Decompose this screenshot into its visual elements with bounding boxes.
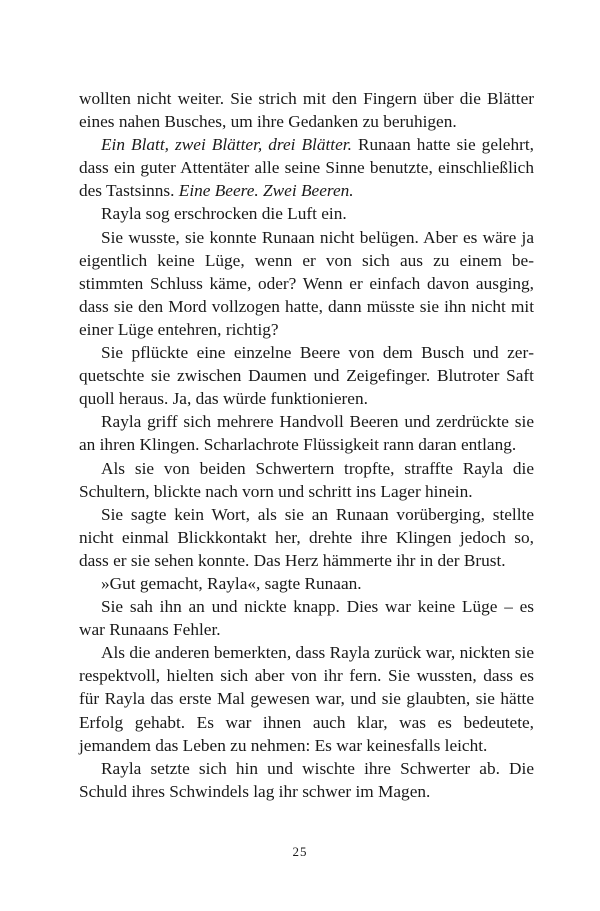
text-span: Sie pflückte eine einzelne Beere von dem Busch und zerquetschte sie zwischen Daumen und Zeigefinger. Blutroter Saft quoll heraus. Ja, das würde funktionieren. [79,343,534,409]
text-body [79,87,534,803]
text-span: »Gut gemacht, Rayla«, sagte Runaan. [101,573,362,593]
text-span: Runaan hatte sie gelehrt, dass ein guter Attentäter alle seine Sinne benutzte, einschließlich des Tastsinns. [79,135,534,201]
paragraph [79,757,534,803]
text-span: Rayla sog erschrocken die Luft ein. [101,204,347,224]
text-span: Rayla griff sich mehrere Handvoll Beeren und zerdrückte sie an ihren Klingen. Scharlachrote Flüssigkeit rann daran entlang. [79,412,534,455]
paragraph [79,87,534,133]
paragraph [79,341,534,410]
italic-text: Ein Blatt, zwei Blätter, drei Blätter. [101,135,352,155]
text-span: Sie sagte kein Wort, als sie an Runaan vorüberging, stellte nicht einmal Blickkontakt her, drehte ihre Klingen jedoch so, dass er sie sehen konnte. Das Herz hämmerte ihr in der Brust. [79,504,534,570]
italic-text: Eine Beere. Zwei Beeren. [178,181,354,201]
page-number: 25 [292,844,308,859]
paragraph [79,641,534,756]
paragraph [79,595,534,641]
text-span: wollten nicht weiter. Sie strich mit den Fingern über die Blätter eines nahen Busches, um ihre Gedanken zu beruhigen. [79,89,534,132]
paragraph [79,133,534,202]
text-span: Als die anderen bemerkten, dass Rayla zurück war, nickten sie respektvoll, hielten sich aber von ihr fern. Sie wussten, dass es für Rayla das erste Mal gewesen war, und sie glaubten, sie hätte Erfolg gehabt. Es war ihnen auch klar, was es bedeutete, jemandem das Leben zu nehmen: Es war keinesfalls leicht. [79,643,534,755]
paragraph [79,410,534,456]
page-body [79,87,534,803]
text-span: Sie sah ihn an und nickte knapp. Dies war keine Lüge – es war Runaans Fehler. [79,597,534,640]
text-span: Sie wusste, sie konnte Runaan nicht belügen. Aber es wäre ja eigentlich keine Lüge, wenn er von sich aus zu einem bestimmten Schluss käme, oder? Wenn er einfach davon ausging, dass sie den Mord vollzogen hatte, dann müsste sie ihn nicht mit einer Lüge entehren, richtig? [79,227,534,339]
paragraph [79,226,534,341]
paragraph [79,202,534,225]
text-span: Als sie von beiden Schwertern tropfte, straffte Rayla die Schultern, blickte nach vorn und schritt ins Lager hinein. [79,458,534,501]
paragraph [79,457,534,503]
text-span: Rayla setzte sich hin und wischte ihre Schwerter ab. Die Schuld ihres Schwindels lag ihr schwer im Magen. [79,758,534,801]
paragraph [79,503,534,572]
paragraph [79,572,534,595]
